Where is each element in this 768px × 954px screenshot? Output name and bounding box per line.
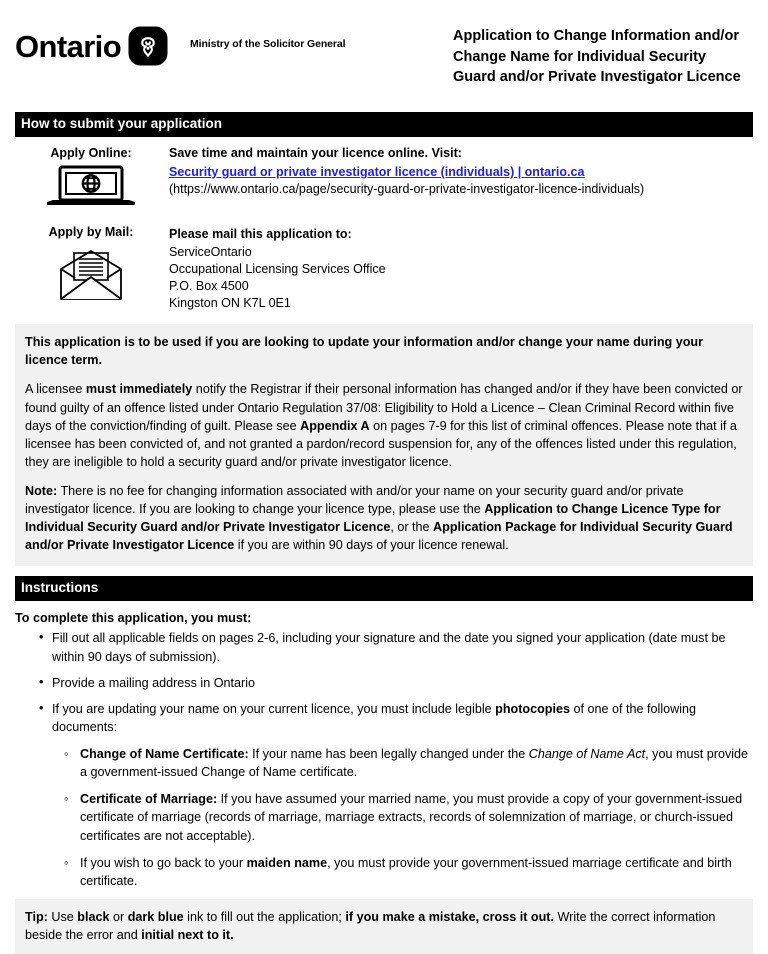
tip-a: Use [47,909,78,924]
tip-panel [15,899,753,954]
document-header [15,0,753,112]
sub1-b: , you must provide a government-issued Change of Name certificate. [80,747,749,780]
change-of-name-certificate-label: Change of Name Certificate: [80,747,249,761]
notice-panel [15,324,753,565]
notice-p2-bold: must immediately [85,382,193,397]
apply-mail-left [15,224,167,307]
tip-dark-blue: dark blue [127,909,184,924]
sub2-text: If you have assumed your married name, you must provide a copy of your government-issued certificate of marriage (records of marriage, marriage extracts, records of solemnization of marriage, or church-issued certificates are not acceptable). [80,792,743,843]
instructions-list [15,629,753,890]
address-line: Occupational Licensing Services Office [169,262,386,277]
address-line: Kingston ON K7L 0E1 [169,296,291,311]
ontario-wordmark: Ontario [15,28,122,64]
note-c: , or the [390,520,434,535]
sub3-c: , you must provide your government-issued marriage certificate and birth certificate. [80,855,732,888]
notice-lead [25,333,743,369]
note-e: if you are within 90 days of your licence renewal. [234,538,509,553]
ontario-licence-link[interactable]: Security guard or private investigator licence (individuals) | ontario.ca [169,164,585,179]
apply-methods [15,137,753,312]
list-item: • Provide a mailing address in Ontario [39,674,753,692]
apply-online-right [167,145,753,199]
ministry-name: Ministry of the Solicitor General [190,38,346,50]
list-item [64,745,753,781]
sub3-a: If you wish to go back to your [80,855,247,870]
list-item [39,700,753,890]
apply-online-label: Apply Online: [50,146,132,161]
apply-online-row [15,145,753,212]
envelope-letter-icon [15,247,167,308]
note-a: There is no fee for changing information associated with and/or your name on your security guard and/or private investigator licence. If you are looking to change your licence type, please use the [25,484,684,517]
notice-lead-text: This application is to be used if you are looking to update your information and/or change your name during your licence term. [25,335,704,368]
apply-online-url-plain: (https://www.ontario.ca/page/security-guard-or-private-investigator-licence-individuals) [169,181,645,196]
change-of-name-act-title: Change of Name Act [528,747,646,761]
list-item [64,854,753,890]
section-bar-instructions: Instructions [15,576,753,601]
page-title: Application to Change Information and/or Change Name for Individual Security Guard and/or Private Investigator Licence [453,28,741,86]
instructions-section [15,576,753,890]
documents-sublist [52,745,753,890]
ontario-brand [15,16,168,66]
maiden-name-emphasis: maiden name [246,855,328,870]
apply-online-heading: Save time and maintain your licence online. Visit: [169,146,462,161]
laptop-globe-icon [15,165,167,212]
tip-g: Write the correct information beside the error and [25,909,716,942]
apply-mail-right [167,224,753,312]
section-bar-how-to-submit: How to submit your application [15,112,753,137]
address-line: ServiceOntario [169,245,252,260]
tip-text [25,908,743,944]
tip-black: black [77,909,110,924]
tip-label: Tip: [25,909,48,924]
apply-mail-heading: Please mail this application to: [169,227,352,242]
list-item [64,790,753,844]
notice-paragraph-registrar [25,380,743,471]
photocopies-emphasis: photocopies [495,701,571,716]
notice-p2-a: A licensee [25,382,86,397]
apply-mail-label: Apply by Mail: [48,225,134,240]
notice-p2-c: notify the Registrar if their personal information has changed and/or if they have been convicted or found guilty of an offence listed under Ontario Regulation 37/08: Eligibility to Hold a Licence – Clean Criminal Record within five days of the conviction/finding of guilt. Please see [25,382,743,433]
appendix-a-ref: Appendix A [300,418,370,433]
ontario-trillium-icon [128,26,168,66]
notice-p2-e: on pages 7-9 for this list of criminal offences. Please note that if a licensee has been convicted of, and not granted a pardon/record suspension for, any of the offences listed under this regulation, they are ineligible to hold a security guard and/or private investigator licence. [25,418,737,469]
application-package-ref: Application Package for Individual Security Guard and/or Private Investigator Licence [25,520,733,553]
tip-c: or [109,909,128,924]
bullet3-c: of one of the following documents: [52,701,697,734]
bullet3-a: If you are updating your name on your current licence, you must include legible [52,701,496,716]
apply-online-left [15,145,167,212]
notice-paragraph-note [25,482,743,555]
apply-mail-row [15,212,753,312]
sub1-a: If your name has been legally changed under the [248,747,529,761]
list-item: • Fill out all applicable fields on pages 2-6, including your signature and the date you signed your application (date must be within 90 days of submission). [39,629,753,665]
instructions-lead: To complete this application, you must: [15,610,252,625]
note-label: Note: [25,484,58,499]
tip-initial: initial next to it. [141,928,234,942]
change-licence-type-ref: Application to Change Licence Type for Individual Security Guard and/or Private Investigator Licence [25,502,721,535]
tip-e: ink to fill out the application; [183,909,346,924]
address-line: P.O. Box 4500 [169,279,249,294]
tip-mistake: if you make a mistake, cross it out. [345,909,554,924]
certificate-of-marriage-label: Certificate of Marriage: [80,792,218,807]
